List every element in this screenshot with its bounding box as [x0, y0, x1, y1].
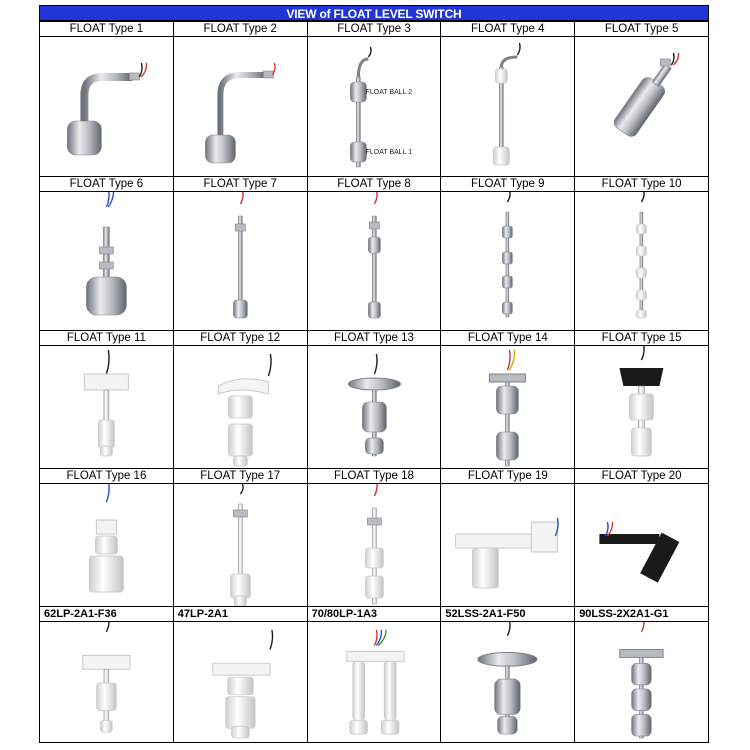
- float-type-label: FLOAT Type 7: [173, 177, 307, 192]
- float-type-image-cell: [575, 346, 709, 469]
- float-switch-illustration: [174, 37, 307, 176]
- float-type-label: FLOAT Type 11: [40, 331, 174, 346]
- float-ball-1-label: FLOAT BALL 1: [365, 149, 413, 156]
- float-type-image-cell: [40, 37, 174, 177]
- float-type-image-cell: [173, 346, 307, 469]
- float-type-image-cell: [40, 192, 174, 331]
- float-type-label: FLOAT Type 15: [575, 331, 709, 346]
- float-type-label: FLOAT Type 4: [441, 22, 575, 37]
- float-type-image-cell: [173, 484, 307, 607]
- float-type-image-cell: [40, 622, 174, 743]
- float-switch-illustration: [575, 346, 708, 468]
- float-type-label: FLOAT Type 9: [441, 177, 575, 192]
- float-switch-illustration: [40, 622, 173, 742]
- float-type-image-cell: [307, 484, 441, 607]
- float-switch-illustration: [40, 484, 173, 606]
- float-type-image-cell: [441, 484, 575, 607]
- float-type-image-cell: [441, 192, 575, 331]
- float-type-label: FLOAT Type 3: [307, 22, 441, 37]
- float-type-label: FLOAT Type 19: [441, 469, 575, 484]
- float-type-label: FLOAT Type 1: [40, 22, 174, 37]
- float-type-image-cell: [575, 192, 709, 331]
- float-type-label: FLOAT Type 12: [173, 331, 307, 346]
- float-switch-illustration: [308, 346, 441, 468]
- header-row: [40, 469, 709, 484]
- image-row: [40, 484, 709, 607]
- float-ball-2-label: FLOAT BALL 2: [365, 89, 413, 96]
- header-row: [40, 607, 709, 622]
- float-type-label: FLOAT Type 6: [40, 177, 174, 192]
- float-switch-illustration: [40, 346, 173, 468]
- float-type-label: FLOAT Type 14: [441, 331, 575, 346]
- float-type-label: FLOAT Type 13: [307, 331, 441, 346]
- float-type-image-cell: [575, 37, 709, 177]
- float-type-label: 52LSS-2A1-F50: [441, 607, 575, 622]
- float-type-image-cell: [40, 484, 174, 607]
- float-switch-illustration: [308, 192, 441, 330]
- float-type-label: 70/80LP-1A3: [307, 607, 441, 622]
- float-type-image-cell: [441, 622, 575, 743]
- float-type-image-cell: [173, 37, 307, 177]
- float-type-label: FLOAT Type 8: [307, 177, 441, 192]
- float-type-label: FLOAT Type 20: [575, 469, 709, 484]
- header-row: [40, 22, 709, 37]
- float-type-label: 47LP-2A1: [173, 607, 307, 622]
- float-type-image-cell: [307, 622, 441, 743]
- float-type-label: FLOAT Type 5: [575, 22, 709, 37]
- float-type-image-cell: [307, 346, 441, 469]
- float-switch-illustration: [575, 192, 708, 330]
- float-type-image-cell: [441, 37, 575, 177]
- image-row: [40, 346, 709, 469]
- float-switch-illustration: [174, 346, 307, 468]
- float-type-image-cell: [307, 37, 441, 177]
- float-switch-illustration: [174, 622, 307, 742]
- float-switch-illustration: [575, 622, 708, 742]
- float-switch-sheet: [39, 5, 709, 743]
- float-type-image-cell: [40, 346, 174, 469]
- float-type-image-cell: [575, 484, 709, 607]
- image-row: [40, 37, 709, 177]
- float-grid: [39, 21, 709, 743]
- float-switch-illustration: [441, 622, 574, 742]
- header-row: [40, 331, 709, 346]
- float-type-label: FLOAT Type 17: [173, 469, 307, 484]
- float-switch-illustration: [40, 192, 173, 330]
- float-switch-illustration: [308, 622, 441, 742]
- float-switch-illustration: [441, 192, 574, 330]
- float-type-label: FLOAT Type 18: [307, 469, 441, 484]
- image-row: [40, 622, 709, 743]
- float-switch-illustration: [441, 37, 574, 176]
- image-row: [40, 192, 709, 331]
- header-row: [40, 177, 709, 192]
- float-type-label: FLOAT Type 16: [40, 469, 174, 484]
- float-type-label: 62LP-2A1-F36: [40, 607, 174, 622]
- float-type-image-cell: [173, 192, 307, 331]
- float-type-image-cell: [575, 622, 709, 743]
- float-type-image-cell: [441, 346, 575, 469]
- float-switch-illustration: [40, 37, 173, 176]
- float-type-image-cell: [173, 622, 307, 743]
- float-switch-illustration: [575, 37, 708, 176]
- float-switch-illustration: [174, 192, 307, 330]
- float-type-label: FLOAT Type 2: [173, 22, 307, 37]
- float-switch-illustration: [441, 346, 574, 468]
- float-switch-illustration: [308, 484, 441, 606]
- float-switch-illustration: [575, 484, 708, 606]
- float-type-label: FLOAT Type 10: [575, 177, 709, 192]
- float-switch-illustration: [174, 484, 307, 606]
- float-type-label: 90LSS-2X2A1-G1: [575, 607, 709, 622]
- float-switch-illustration: [441, 484, 574, 606]
- float-type-image-cell: [307, 192, 441, 331]
- sheet-title: VIEW of FLOAT LEVEL SWITCH: [39, 5, 709, 21]
